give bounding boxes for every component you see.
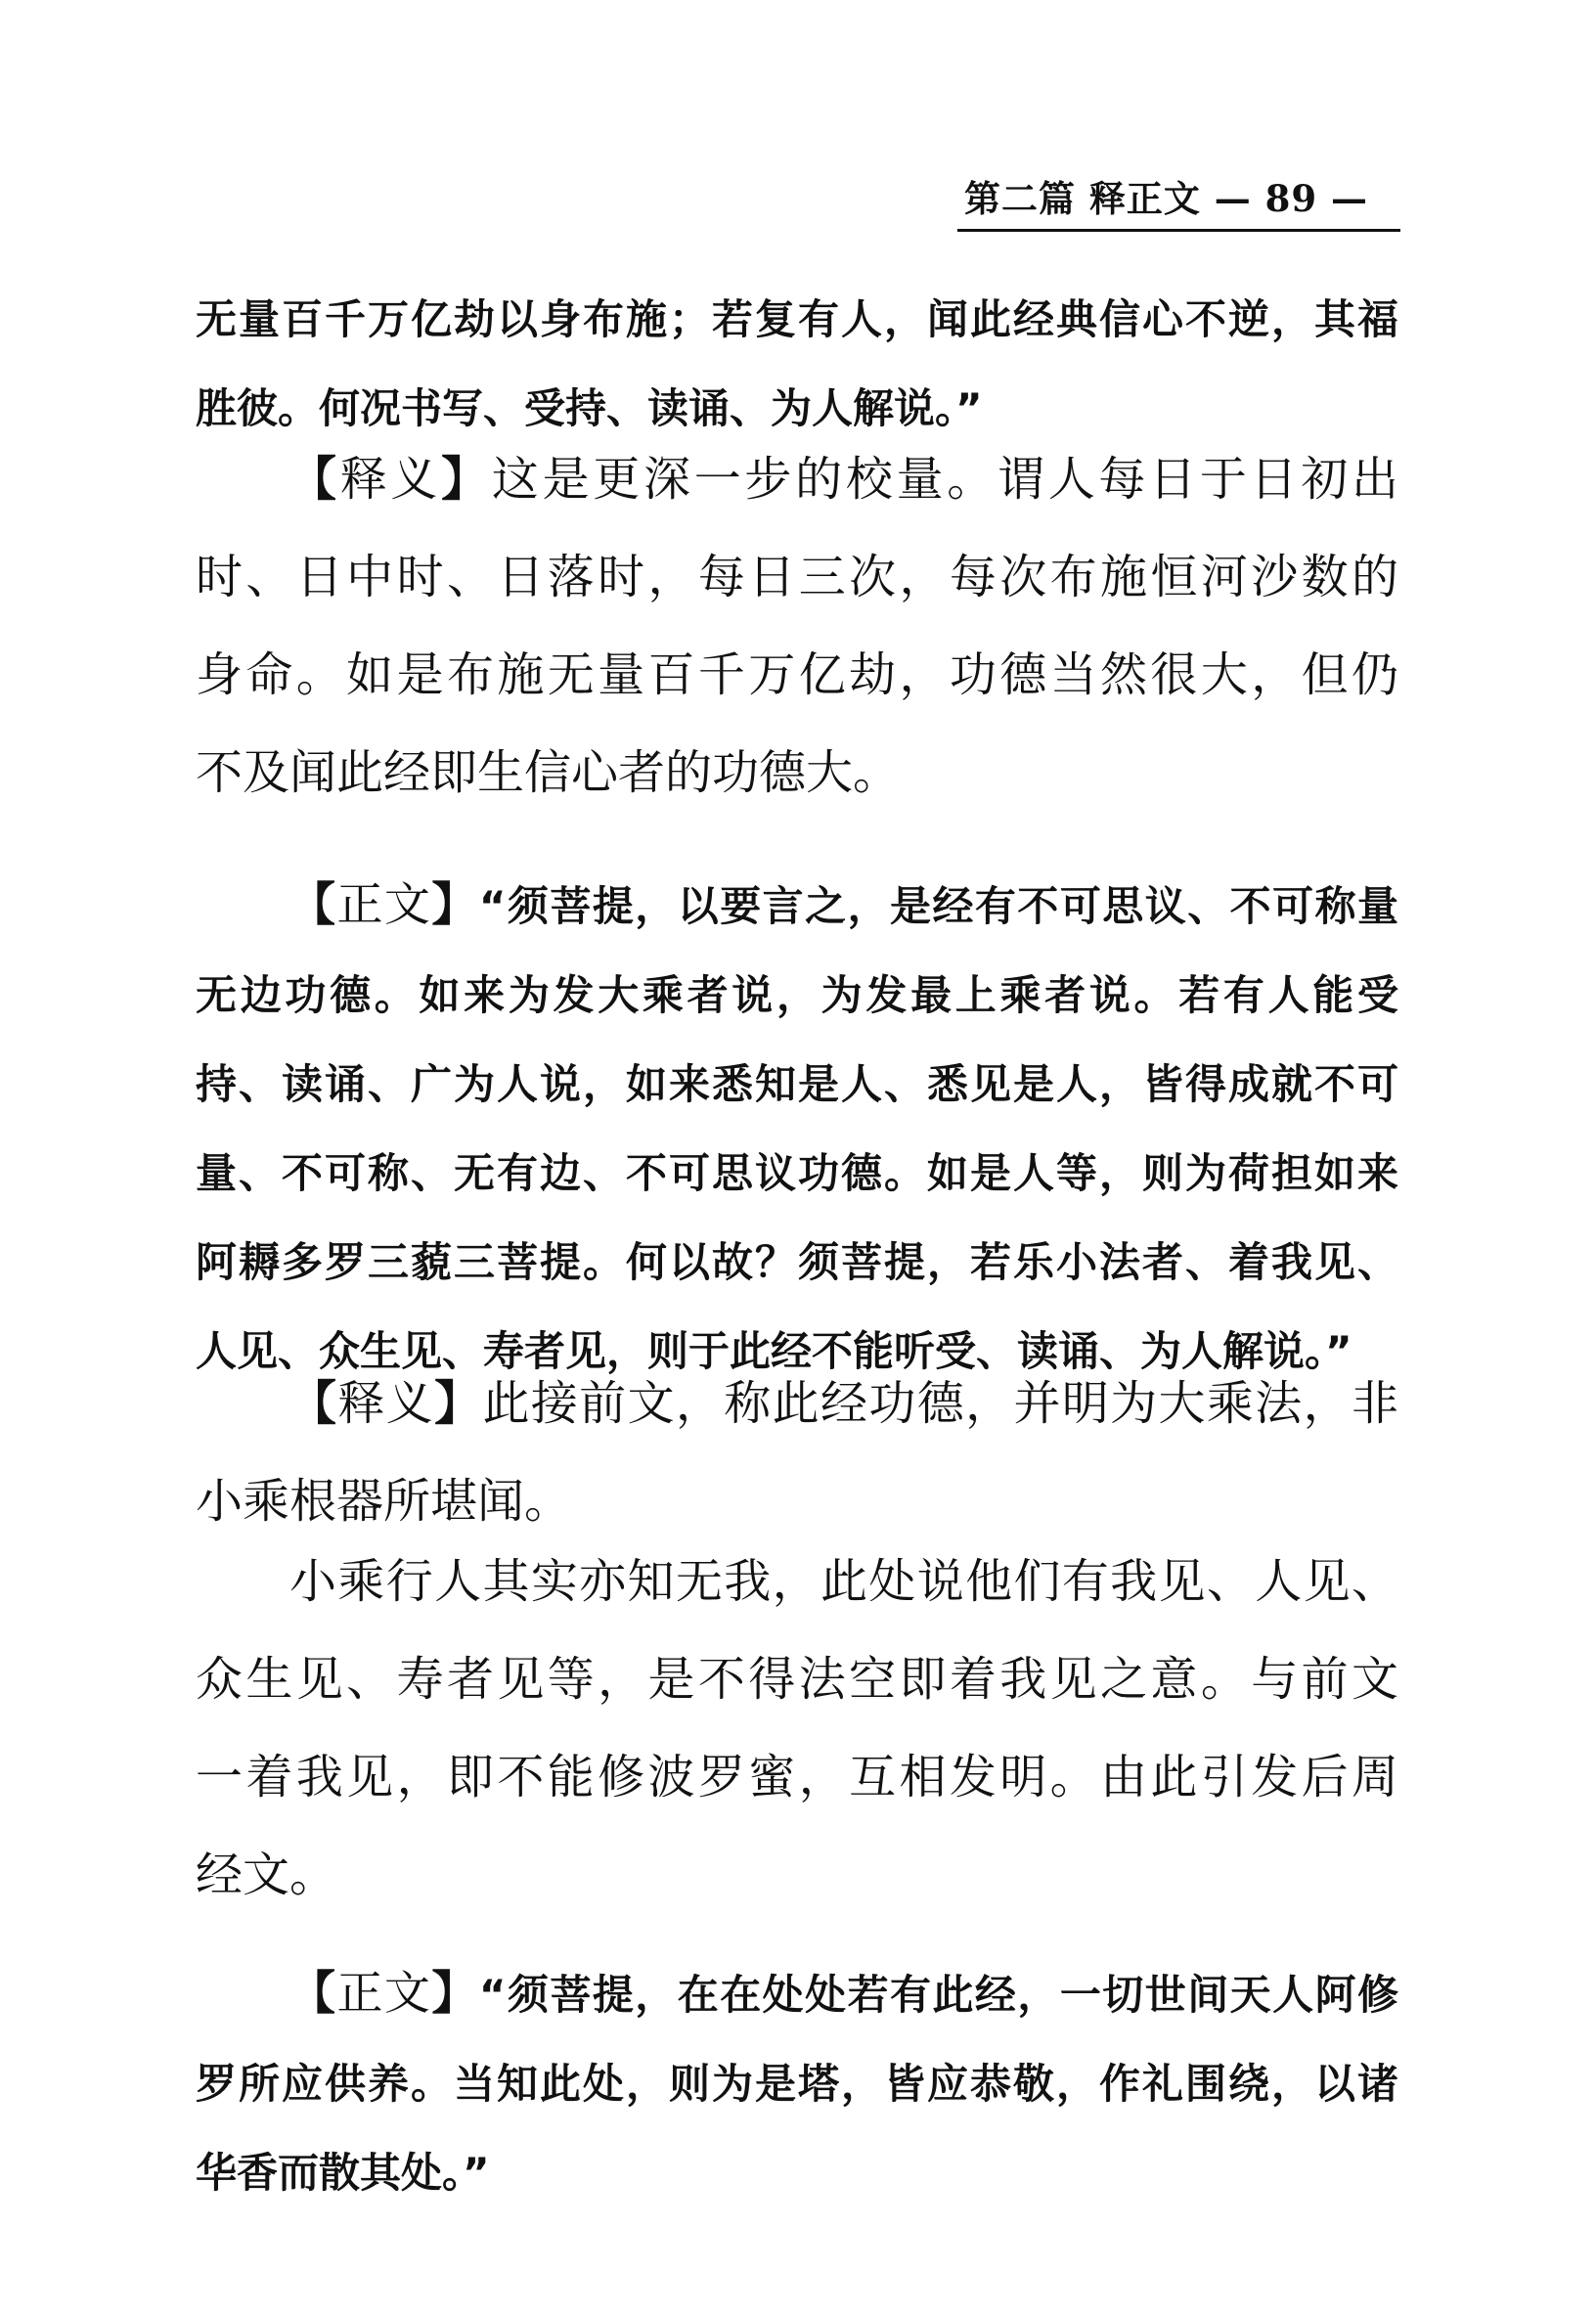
text-line: 众生见、寿者见等，是不得法空即着我见之意。与前文 <box>196 1652 1398 1707</box>
text-line: 身命。如是布施无量百千万亿劫，功德当然很大，但仍 <box>196 647 1398 702</box>
text-line: 【正文】“须菩提，在在处处若有此经，一切世间天人阿修 <box>289 1967 1398 2021</box>
text-line: 持、读诵、广为人说，如来悉知是人、悉见是人，皆得成就不可 <box>196 1060 1398 1108</box>
scripture-paragraph-1 <box>196 275 1398 453</box>
text-line: 人见、众生见、寿者见，则于此经不能听受、读诵、为人解说。” <box>196 1327 1352 1375</box>
text-line: 华香而散其处。” <box>196 2149 490 2197</box>
text-line: 罗所应供养。当知此处，则为是塔，皆应恭敬，作礼围绕，以诸 <box>196 2060 1398 2108</box>
commentary-paragraph-1 <box>196 430 1398 822</box>
scripture-label: 【正文】 <box>289 878 479 932</box>
scripture-label: 【正文】 <box>289 1967 479 2021</box>
text-line: 小乘行人其实亦知无我，此处说他们有我见、人见、 <box>289 1554 1398 1609</box>
commentary-paragraph-3 <box>196 1533 1398 1924</box>
text-line: 胜彼。何况书写、受持、读诵、为人解说。” <box>196 384 983 432</box>
text-line: 无量百千万亿劫以身布施；若复有人，闻此经典信心不逆，其福 <box>196 295 1398 343</box>
header-rule <box>957 229 1400 232</box>
text-line: 时、日中时、日落时，每日三次，每次布施恒河沙数的 <box>196 550 1398 604</box>
text-line: 【正文】“须菩提，以要言之，是经有不可思议、不可称量 <box>289 878 1398 932</box>
text-line: 不及闻此经即生信心者的功德大。 <box>196 745 901 800</box>
text-line: 量、不可称、无有边、不可思议功德。如是人等，则为荷担如来 <box>196 1149 1398 1197</box>
commentary-paragraph-2 <box>196 1355 1398 1550</box>
text-line: 无边功德。如来为发大乘者说，为发最上乘者说。若有人能受 <box>196 971 1398 1019</box>
scripture-paragraph-3 <box>196 1949 1398 2217</box>
text-line: 一着我见，即不能修波罗蜜，互相发明。由此引发后周 <box>196 1750 1398 1804</box>
text-line: 经文。 <box>196 1848 337 1902</box>
commentary-label: 【释义】 <box>289 1376 483 1431</box>
text-line: 小乘根器所堪闻。 <box>196 1474 572 1529</box>
text-line: 【释义】此接前文，称此经功德，并明为大乘法，非 <box>289 1376 1398 1431</box>
commentary-label: 【释义】 <box>289 452 492 507</box>
scripture-paragraph-2 <box>196 861 1398 1396</box>
text-line: 阿耨多罗三藐三菩提。何以故？须菩提，若乐小法者、着我见、 <box>196 1238 1398 1286</box>
running-header: 第二篇 释正文 — 89 — <box>964 177 1369 220</box>
text-line: 【释义】这是更深一步的校量。谓人每日于日初出 <box>289 452 1398 507</box>
